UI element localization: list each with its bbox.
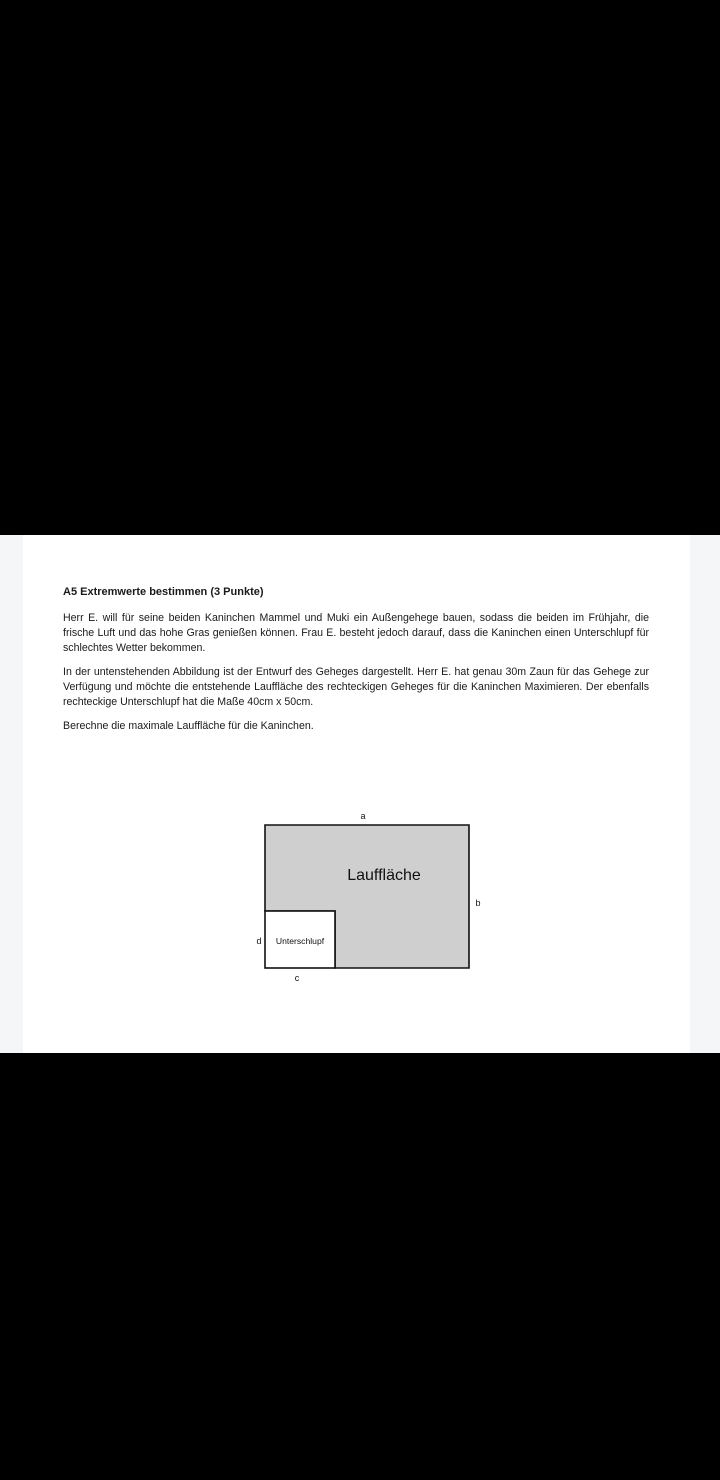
shelter-label: Unterschlupf [275, 936, 325, 946]
paragraph-intro: Herr E. will für seine beiden Kaninchen Mammel und Muki ein Außengehege bauen, sodass die beiden im Frühjahr, die frische Luft und das hohe Gras genießen können. Frau E. besteht jedoch darauf, dass die Kaninchen einen Unterschlupf für schlechtes Wetter bekommen. [63, 612, 649, 654]
task-title: A5 Extremwerte bestimmen (3 Punkte) [63, 586, 264, 598]
paragraph-task: Berechne die maximale Lauffläche für die Kaninchen. [63, 720, 314, 732]
task-text [63, 585, 649, 743]
enclosure-svg [248, 805, 508, 985]
label-d: d [256, 936, 262, 946]
document-viewer[interactable] [0, 535, 720, 1053]
paragraph-description: In der untenstehenden Abbildung ist der Entwurf des Geheges dargestellt. Herr E. hat genau 30m Zaun für das Gehege zur Verfügung und möchte die entstehende Lauffläche des rechteckigen Geheges für die Kaninchen Maximieren. Der ebenfalls rechteckige Unterschlupf hat die Maße 40cm x 50cm. [63, 666, 649, 708]
label-a: a [360, 811, 366, 821]
label-b: b [475, 898, 481, 908]
enclosure-diagram [248, 805, 508, 985]
label-c: c [294, 973, 300, 983]
area-label: Lauffläche [347, 867, 421, 884]
document-page [23, 535, 690, 1053]
